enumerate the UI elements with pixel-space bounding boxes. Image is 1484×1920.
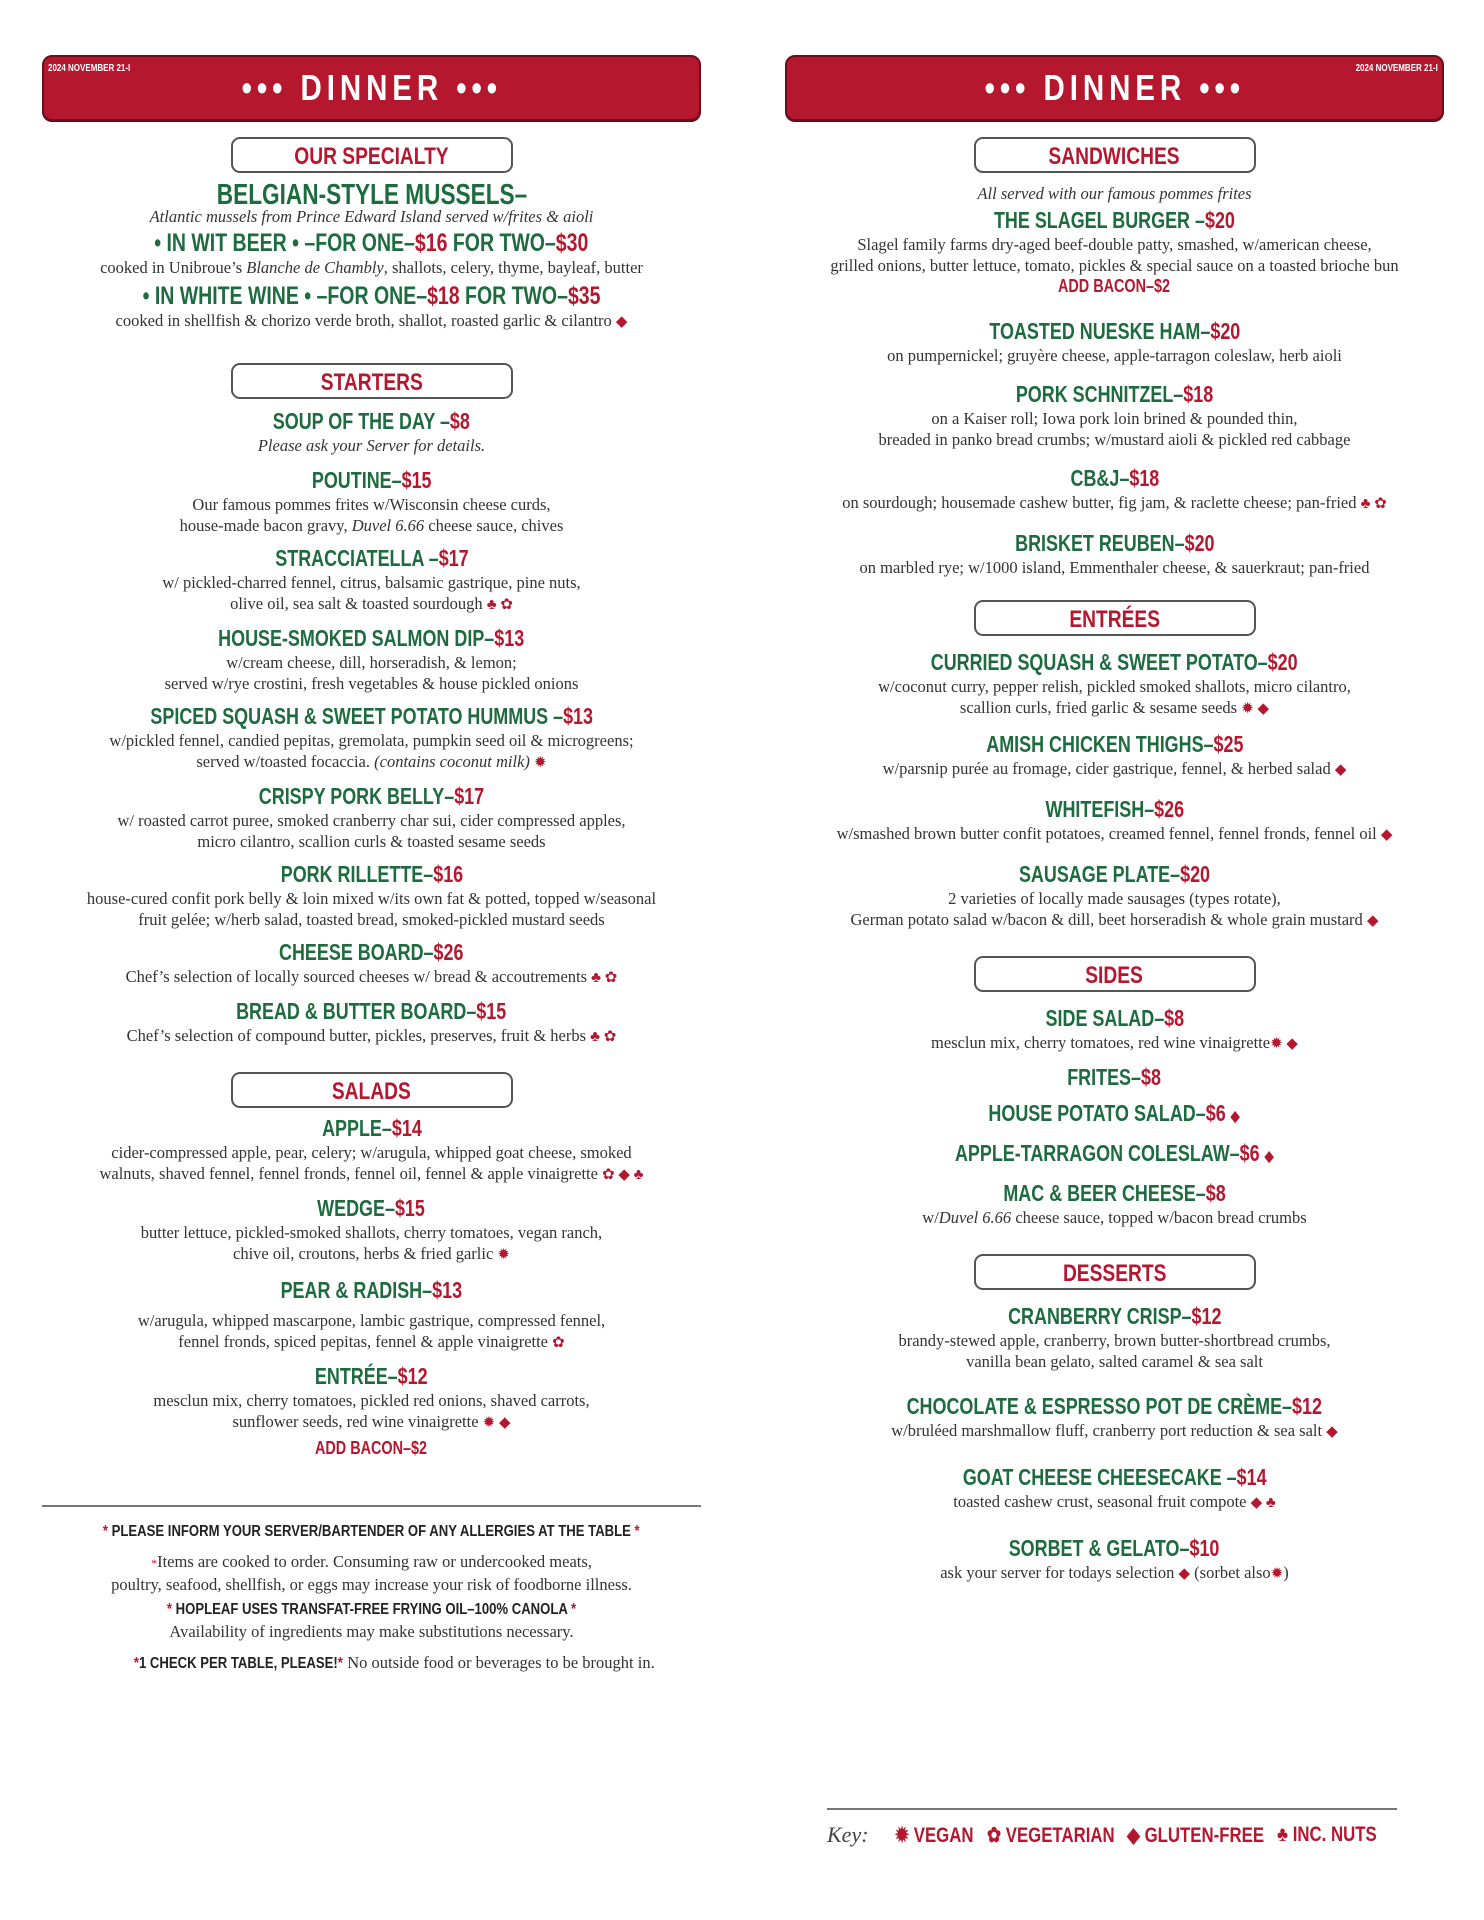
menu-item-chicken-thighs: AMISH CHICKEN THIGHS–$25 w/parsnip purée au fromage, cider gastrique, fennel, & herbed salad ◆: [882, 731, 1347, 778]
menu-item-salmon-dip: HOUSE-SMOKED SALMON DIP–$13 w/cream cheese, dill, horseradish, & lemon; served w/rye crostini, fresh vegetables & house pickled onions: [164, 625, 579, 693]
section-heading-specialty: OUR SPECIALTY: [231, 137, 513, 173]
nuts-vegetarian-icon: ♣ ✿: [486, 597, 513, 613]
vegetarian-icon: ✿: [552, 1335, 565, 1351]
dietary-icons: ✹ ◆: [1270, 1036, 1298, 1052]
gluten-free-icon: ◆: [1264, 1148, 1274, 1165]
menu-item-cbj: CB&J–$18 on sourdough; housemade cashew butter, fig jam, & raclette cheese; pan-fried ♣ ✿: [842, 465, 1387, 512]
dietary-icons: ✿ ◆ ♣: [602, 1167, 644, 1183]
divider: [42, 1505, 701, 1507]
sandwich-intro: All served with our famous pommes frites: [977, 184, 1252, 203]
oil-notice: * HOPLEAF USES TRANSFAT-FREE FRYING OIL–100% CANOLA *: [166, 1601, 577, 1618]
dietary-icons: ◆ ♣: [1250, 1495, 1276, 1511]
white-wine-option: • IN WHITE WINE • –FOR ONE–$18 FOR TWO–$35: [142, 282, 601, 310]
dietary-icons: ✹ ◆: [1241, 701, 1270, 717]
menu-item-brisket-reuben: BRISKET REUBEN–$20 on marbled rye; w/1000 island, Emmenthaler cheese, & sauerkraut; pan-fried: [859, 530, 1370, 577]
allergy-notice: * PLEASE INFORM YOUR SERVER/BARTENDER OF ANY ALLERGIES AT THE TABLE *: [103, 1523, 640, 1540]
dinner-banner-left: [42, 55, 701, 121]
menu-item-bread-board: BREAD & BUTTER BOARD–$15 Chef’s selection of compound butter, pickles, preserves, fruit & herbs ♣ ✿: [126, 998, 617, 1045]
wit-beer-option: • IN WIT BEER • –FOR ONE–$16 FOR TWO–$30: [154, 229, 589, 257]
menu-item-coleslaw: APPLE-TARRAGON COLESLAW–$6 ◆: [955, 1140, 1274, 1166]
banner-title: ••• DINNER •••: [984, 67, 1245, 108]
section-heading-desserts: DESSERTS: [974, 1254, 1256, 1290]
dietary-icons: ✹ ◆: [482, 1415, 511, 1431]
menu-item-apple-salad: APPLE–$14 cider-compressed apple, pear, celery; w/arugula, whipped goat cheese, smoked walnuts, shaved fennel, fennel fronds, fennel oil, fennel & apple vinaigrette ✿ ◆ ♣: [99, 1115, 644, 1183]
menu-item-curried-squash: CURRIED SQUASH & SWEET POTATO–$20 w/coconut curry, pepper relish, pickled smoked shallots, micro cilantro, scallion curls, fried garlic & sesame seeds ✹ ◆: [878, 649, 1351, 717]
nuts-vegetarian-icon: ♣ ✿: [1360, 496, 1387, 512]
key-vegetarian: ✿ VEGETARIAN: [986, 1823, 1115, 1847]
banner-title: ••• DINNER •••: [241, 67, 502, 108]
mussels-item: [42, 181, 701, 333]
section-heading-sides: SIDES: [974, 956, 1256, 992]
menu-item-soup: SOUP OF THE DAY –$8 Please ask your Server for details.: [257, 408, 486, 455]
food-safety-notice: *Items are cooked to order. Consuming raw or undercooked meats, poultry, seafood, shellfish, or eggs may increase your risk of foodborne illness.: [111, 1552, 632, 1594]
menu-item-wedge: WEDGE–$15 butter lettuce, pickled-smoked shallots, cherry tomatoes, vegan ranch, chive oil, croutons, herbs & fried garlic ✹: [140, 1195, 603, 1263]
menu-item-frites: FRITES–$8: [1067, 1064, 1162, 1090]
gluten-free-icon: ◆: [1366, 913, 1379, 929]
dinner-banner-right: [785, 55, 1444, 121]
gluten-free-icon: ◆: [1178, 1566, 1191, 1582]
menu-item-potato-salad: HOUSE POTATO SALAD–$6 ◆: [988, 1100, 1241, 1126]
menu-item-nueske-ham: TOASTED NUESKE HAM–$20 on pumpernickel; gruyère cheese, apple-tarragon coleslaw, herb aioli: [887, 318, 1342, 365]
menu-item-pork-schnitzel: PORK SCHNITZEL–$18 on a Kaiser roll; Iowa pork loin brined & pounded thin, breaded in panko bread crumbs; w/mustard aioli & pickled red cabbage: [878, 381, 1351, 449]
availability-notice: Availability of ingredients may make substitutions necessary.: [169, 1622, 574, 1641]
item-desc: cooked in Unibroue’s Blanche de Chambly, shallots, celery, thyme, bayleaf, butter: [100, 258, 643, 277]
left-column: [42, 0, 701, 1673]
menu-item-pork-belly: CRISPY PORK BELLY–$17 w/ roasted carrot puree, smoked cranberry char sui, cider compressed apples, micro cilantro, scallion curls & toasted sesame seeds: [117, 783, 626, 851]
menu-item-slagel-burger: THE SLAGEL BURGER –$20 Slagel family farms dry-aged beef-double patty, smashed, w/american cheese, grilled onions, butter lettuce, tomato, pickles & special sauce on a toasted brioche bun ADD BACON–$2: [830, 207, 1399, 296]
gluten-free-icon: ◆: [1231, 1108, 1241, 1125]
vegan-icon: ✹: [497, 1247, 510, 1263]
section-heading-salads: SALADS: [231, 1072, 513, 1108]
menu-item-pot-de-creme: CHOCOLATE & ESPRESSO POT DE CRÈME–$12 w/bruléed marshmallow fluff, cranberry port reduction & sea salt ◆: [891, 1393, 1338, 1440]
dietary-key: [827, 1808, 1397, 1848]
add-bacon-option: ADD BACON–$2: [315, 1438, 428, 1458]
item-desc: cooked in shellfish & chorizo verde broth, shallot, roasted garlic & cilantro ◆: [115, 311, 628, 330]
vegan-icon: ✹: [1270, 1566, 1284, 1582]
item-name: BELGIAN-STYLE MUSSELS–: [216, 179, 527, 211]
menu-item-mac-cheese: MAC & BEER CHEESE–$8 w/Duvel 6.66 cheese sauce, topped w/bacon bread crumbs: [922, 1180, 1307, 1227]
menu-item-sausage-plate: SAUSAGE PLATE–$20 2 varieties of locally made sausages (types rotate), German potato salad w/bacon & dill, beet horseradish & whole grain mustard ◆: [850, 861, 1379, 929]
menu-item-sorbet-gelato: SORBET & GELATO–$10 ask your server for todays selection ◆ (sorbet also✹): [940, 1535, 1289, 1582]
gluten-free-icon: ◆: [1326, 1424, 1338, 1440]
key-inc-nuts: ♣ INC. NUTS: [1276, 1823, 1377, 1846]
key-gluten-free: ◆ GLUTEN-FREE: [1126, 1823, 1264, 1847]
key-label: Key:: [827, 1822, 869, 1847]
gluten-free-icon: ◆: [615, 314, 628, 330]
menu-item-cheesecake: GOAT CHEESE CHEESECAKE –$14 toasted cashew crust, seasonal fruit compote ◆ ♣: [953, 1464, 1276, 1511]
menu-item-poutine: POUTINE–$15 Our famous pommes frites w/Wisconsin cheese curds, house-made bacon gravy, Duvel 6.66 cheese sauce, chives: [179, 467, 564, 535]
key-vegan: ✹ VEGAN: [894, 1823, 974, 1847]
gluten-free-icon: ◆: [1380, 827, 1393, 843]
nuts-vegetarian-icon: ♣ ✿: [590, 1029, 617, 1045]
check-notice: *1 CHECK PER TABLE, PLEASE!* No outside food or beverages to be brought in.: [134, 1653, 655, 1672]
menu-item-pork-rillette: PORK RILLETTE–$16 house-cured confit pork belly & loin mixed w/its own fat & potted, topped w/seasonal fruit gelée; w/herb salad, toasted bread, smoked-pickled mustard seeds: [86, 861, 657, 929]
item-desc: Atlantic mussels from Prince Edward Island served w/frites & aioli: [149, 207, 594, 226]
menu-date: 2024 NOVEMBER 21-I: [48, 63, 131, 74]
menu-item-stracciatella: STRACCIATELLA –$17 w/ pickled-charred fennel, citrus, balsamic gastrique, pine nuts, olive oil, sea salt & toasted sourdough ♣ ✿: [162, 545, 581, 613]
menu-date: 2024 NOVEMBER 21-I: [1355, 63, 1438, 74]
menu-item-side-salad: SIDE SALAD–$8 mesclun mix, cherry tomatoes, red wine vinaigrette✹ ◆: [931, 1005, 1298, 1052]
section-heading-sandwiches: SANDWICHES: [974, 137, 1256, 173]
section-heading-starters: STARTERS: [231, 363, 513, 399]
menu-item-hummus: SPICED SQUASH & SWEET POTATO HUMMUS –$13 w/pickled fennel, candied pepitas, gremolata, pumpkin seed oil & microgreens; served w/toasted focaccia. (contains coconut milk) ✹: [109, 703, 634, 771]
menu-item-cheese-board: CHEESE BOARD–$26 Chef’s selection of locally sourced cheeses w/ bread & accoutrements ♣ ✿: [125, 939, 618, 986]
menu-item-whitefish: WHITEFISH–$26 w/smashed brown butter confit potatoes, creamed fennel, fennel fronds, fennel oil ◆: [836, 796, 1393, 843]
right-column: [785, 0, 1444, 1585]
menu-item-entree-salad: ENTRÉE–$12 mesclun mix, cherry tomatoes, pickled red onions, shaved carrots, sunflower seeds, red wine vinaigrette ✹ ◆ ADD BACON–$2: [153, 1363, 590, 1458]
add-bacon-option: ADD BACON–$2: [1058, 276, 1171, 296]
gluten-free-icon: ◆: [1334, 762, 1347, 778]
menu-item-cranberry-crisp: CRANBERRY CRISP–$12 brandy-stewed apple, cranberry, brown butter-shortbread crumbs, vanilla bean gelato, salted caramel & sea salt: [898, 1303, 1331, 1371]
menu-item-pear-radish: PEAR & RADISH–$13 w/arugula, whipped mascarpone, lambic gastrique, compressed fennel, fennel fronds, spiced pepitas, fennel & apple vinaigrette ✿: [137, 1277, 606, 1351]
nuts-vegetarian-icon: ♣ ✿: [591, 970, 618, 986]
section-heading-entrees: ENTRÉES: [974, 600, 1256, 636]
vegan-icon: ✹: [534, 755, 547, 771]
